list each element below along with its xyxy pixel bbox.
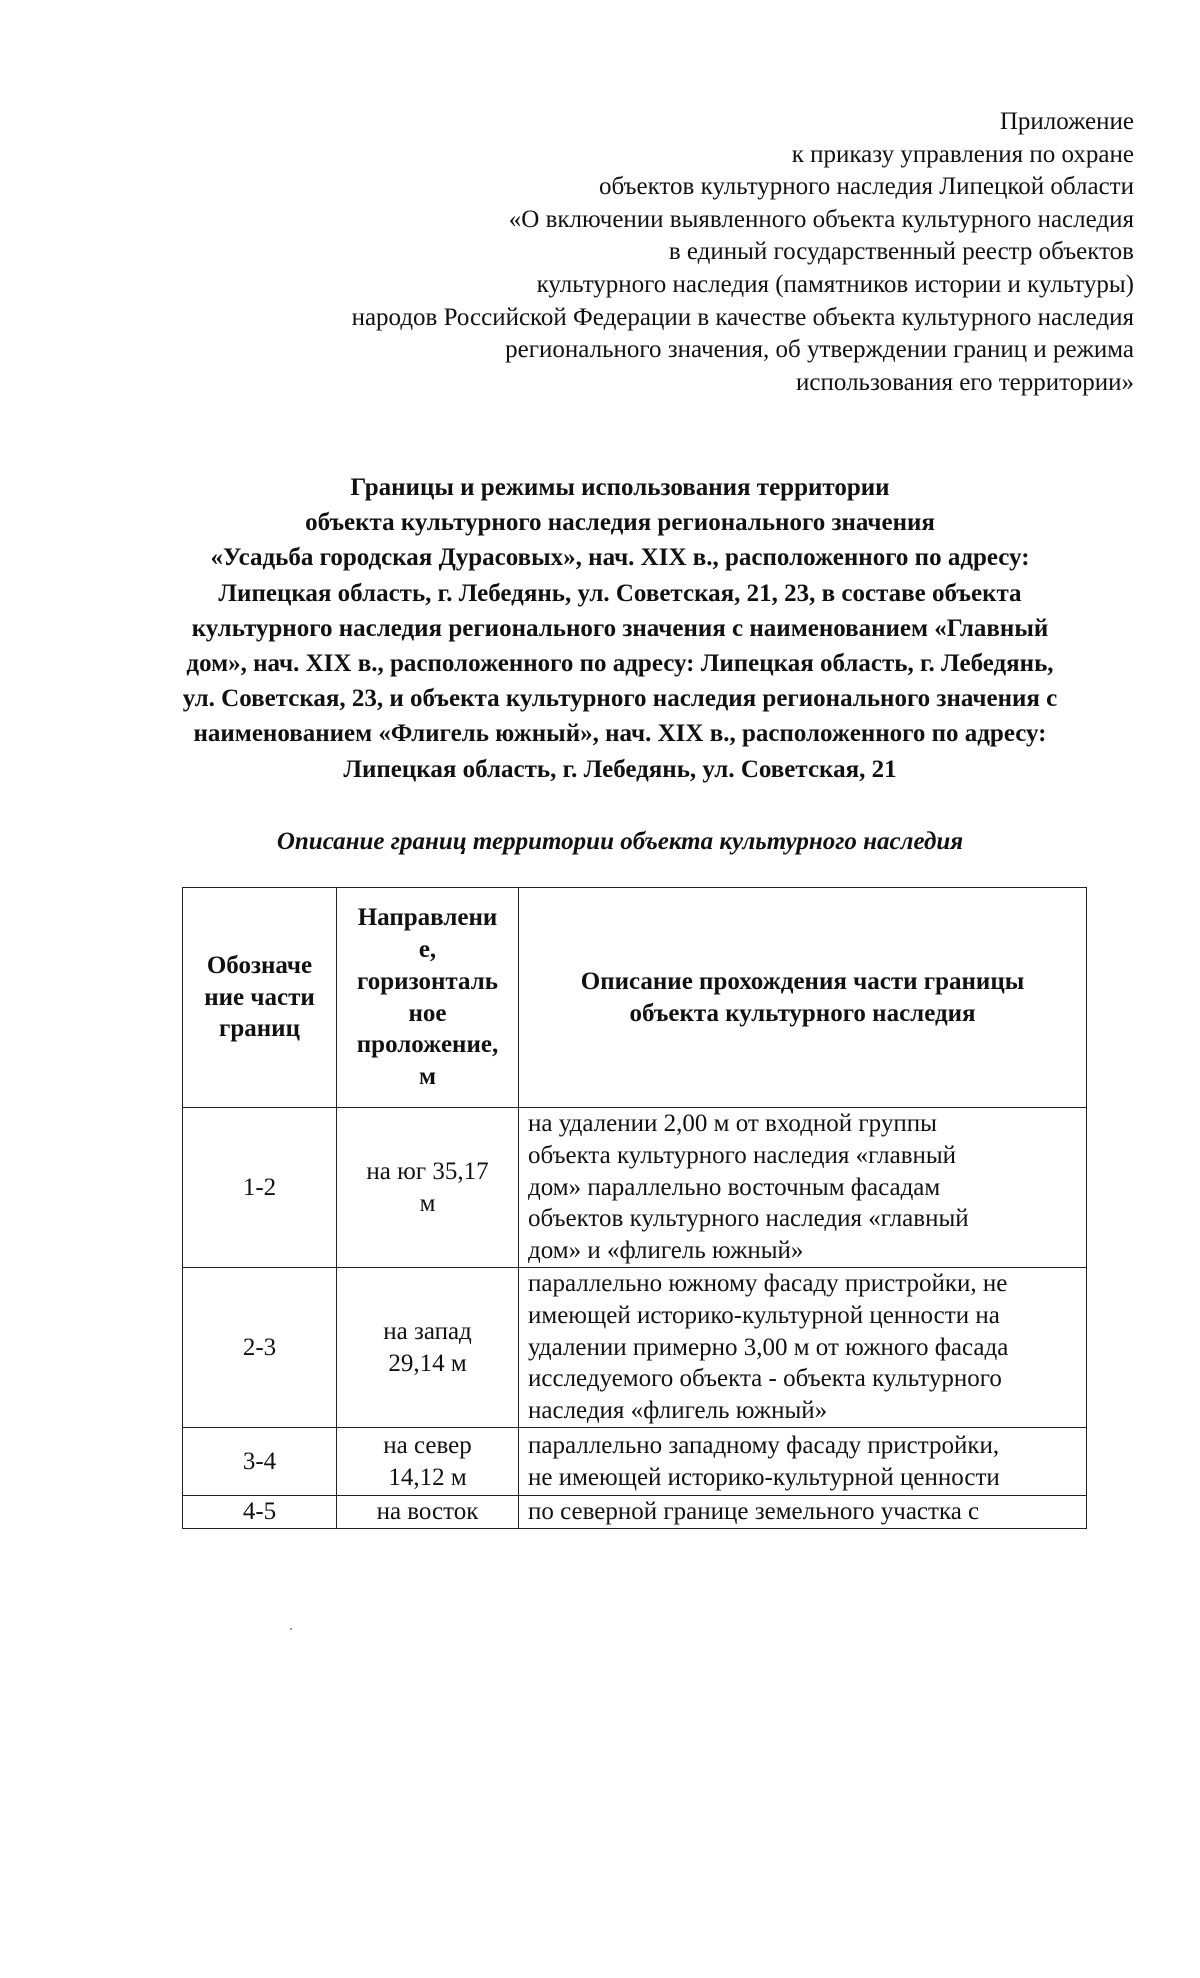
appendix-line: объектов культурного наследия Липецкой области (599, 173, 1134, 201)
title-line: Границы и режимы использования территории (350, 474, 890, 501)
cell-description: по северной границе земельного участка с (519, 1496, 1087, 1529)
appendix-line: использования его территории» (796, 368, 1134, 396)
table-row (183, 1496, 1087, 1529)
appendix-line: к приказу управления по охране (791, 140, 1134, 168)
cell-boundary-id: 3-4 (183, 1428, 337, 1496)
appendix-line: в единый государственный реестр объектов (668, 238, 1134, 266)
appendix-line: народов Российской Федерации в качестве объекта культурного наследия (351, 303, 1134, 331)
cell-direction: на север 14,12 м (337, 1428, 519, 1496)
appendix-line: регионального значения, об утверждении границ и режима (505, 336, 1134, 364)
section-heading: Описание границ территории объекта культурного наследия (276, 828, 964, 855)
title-line: дом», нач. XIX в., расположенного по адресу: Липецкая область, г. Лебедянь, (186, 650, 1054, 678)
appendix-header (174, 106, 1134, 399)
title-line: «Усадьба городская Дурасовых», нач. XIX в., расположенного по адресу: (210, 544, 1030, 572)
title-line: ул. Советская, 23, и объекта культурного наследия регионального значения с (182, 685, 1058, 713)
appendix-line: «О включении выявленного объекта культурного наследия (508, 205, 1134, 233)
title-line: Липецкая область, г. Лебедянь, ул. Советская, 21, 23, в составе объекта (218, 579, 1022, 607)
header-direction: Направлени е, горизонталь ное проложение, м (337, 888, 519, 1108)
cell-direction: на юг 35,17 м (337, 1108, 519, 1268)
table-row (183, 1428, 1087, 1496)
cell-direction: на запад 29,14 м (337, 1268, 519, 1428)
document-title (120, 470, 1120, 787)
title-line: культурного наследия регионального значения с наименованием «Главный (191, 614, 1049, 642)
cell-description: на удалении 2,00 м от входной группы объекта культурного наследия «главный дом» параллельно восточным фасадам объектов культурного наследия «главный дом» и «флигель южный» (519, 1108, 1087, 1268)
cell-boundary-id: 2-3 (183, 1268, 337, 1428)
appendix-line: культурного наследия (памятников истории и культуры) (536, 270, 1134, 298)
boundary-table (182, 887, 1087, 1529)
cell-description: параллельно южному фасаду пристройки, не имеющей историко-культурной ценности на удалении примерно 3,00 м от южного фасада исследуемого объекта - объекта культурного наследия «флигель южный» (519, 1268, 1087, 1428)
title-line: объекта культурного наследия регионального значения (305, 509, 935, 537)
title-line: Липецкая область, г. Лебедянь, ул. Советская, 21 (343, 755, 897, 783)
cell-description: параллельно западному фасаду пристройки, не имеющей историко-культурной ценности (519, 1428, 1087, 1496)
appendix-line: Приложение (999, 108, 1134, 135)
table-row (183, 1108, 1087, 1268)
table-row (183, 1268, 1087, 1428)
table-header-row (183, 888, 1087, 1108)
cell-direction: на восток (337, 1496, 519, 1529)
cell-boundary-id: 1-2 (183, 1108, 337, 1268)
header-designation: Обозначе ние части границ (183, 888, 337, 1108)
title-line: наименованием «Флигель южный», нач. XIX в., расположенного по адресу: (193, 720, 1047, 748)
scan-speck (290, 1628, 292, 1630)
header-description: Описание прохождения части границы объекта культурного наследия (519, 888, 1087, 1108)
cell-boundary-id: 4-5 (183, 1496, 337, 1529)
